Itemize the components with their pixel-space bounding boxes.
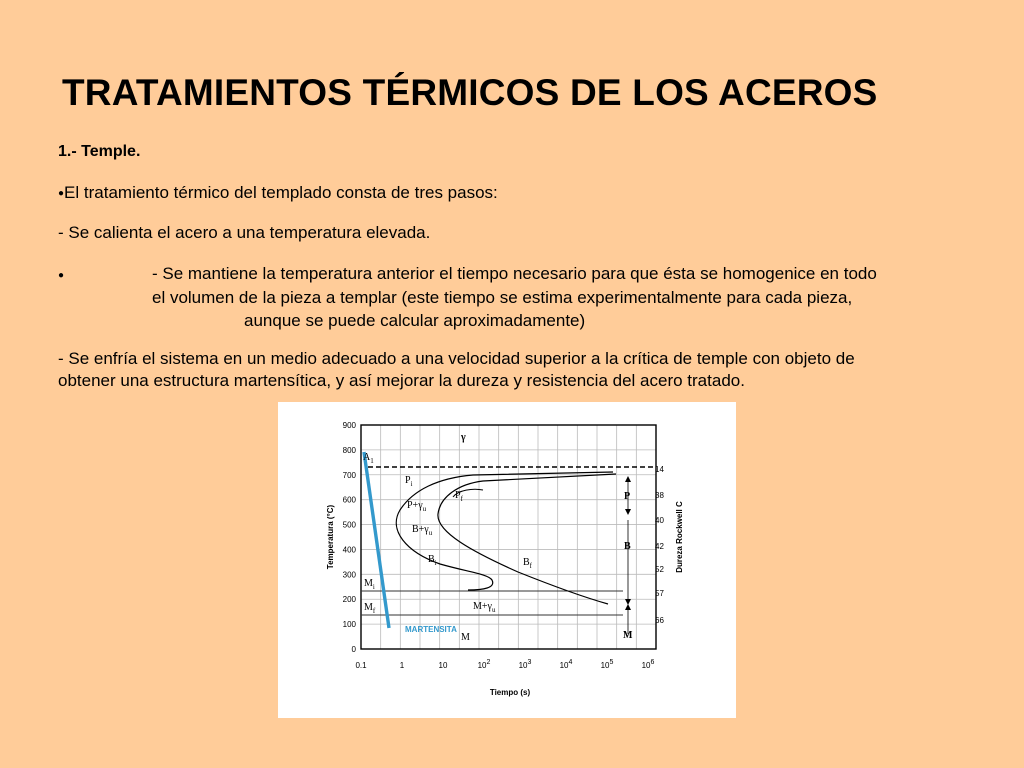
hardness-tick-label: 14 xyxy=(655,465,664,474)
y-tick-label: 500 xyxy=(342,520,356,530)
right-b-label: B xyxy=(624,541,631,552)
p-gamma-label: $P+\gamma_u$ xyxy=(407,500,427,513)
m-gamma-label: $M+\gamma_u$ xyxy=(473,601,496,614)
pi-label: $P_i$ xyxy=(405,475,413,488)
arrow-down-icon xyxy=(625,509,631,515)
y-tick-label: 700 xyxy=(342,470,356,480)
gamma-label: γ xyxy=(461,432,466,443)
slide-title: TRATAMIENTOS TÉRMICOS DE LOS ACEROS xyxy=(62,72,878,113)
x-tick-labels xyxy=(355,659,654,670)
a1-label: $A_1$ xyxy=(363,452,374,465)
y-tick-label: 0 xyxy=(351,645,356,654)
pf-label: $P_f$ xyxy=(455,490,463,503)
y-tick-label: 300 xyxy=(342,570,356,580)
hardness-tick-label: 66 xyxy=(655,616,664,625)
section-heading: 1.- Temple. xyxy=(58,143,141,160)
mi-label: $M_i$ xyxy=(364,578,375,591)
x-tick-label: 104 xyxy=(559,659,573,670)
hardness-tick-label: 57 xyxy=(655,589,664,598)
arrow-up-icon xyxy=(625,604,631,610)
mf-label: $M_f$ xyxy=(364,602,376,615)
y-tick-label: 800 xyxy=(342,445,356,455)
x-tick-label: 1 xyxy=(399,661,405,670)
martensita-label: MARTENSITA xyxy=(405,625,457,634)
m-region-label: M xyxy=(461,632,470,643)
y-tick-label: 900 xyxy=(342,421,356,430)
step-2-line-3: aunque se puede calcular aproximadamente) xyxy=(244,311,586,330)
hardness-tick-label: 52 xyxy=(655,565,664,574)
bullet-icon: ● xyxy=(58,188,65,199)
y-tick-label: 400 xyxy=(342,545,356,555)
y-tick-labels xyxy=(343,421,357,654)
x-tick-label: 105 xyxy=(600,659,614,670)
right-axis-label: Dureza Rockwell C xyxy=(675,501,684,573)
bi-label: $B_i$ xyxy=(428,554,437,567)
y-tick-label: 100 xyxy=(342,620,356,630)
step-3-line-1: - Se enfría el sistema en un medio adecuado a una velocidad superior a la crítica de temple con objeto de xyxy=(58,349,855,368)
step-2-bullet-line xyxy=(58,265,64,285)
hardness-tick-label: 40 xyxy=(655,516,664,525)
x-axis-label: Tiempo (s) xyxy=(489,688,531,697)
arrow-up-icon xyxy=(625,476,631,482)
hardness-tick-label: 38 xyxy=(655,491,664,500)
steps-intro-line xyxy=(58,183,498,203)
right-p-label: P xyxy=(624,491,631,502)
bf-label: $B_f$ xyxy=(523,557,533,570)
x-tick-label: 103 xyxy=(518,659,532,670)
x-tick-label: 0.1 xyxy=(355,661,367,670)
step-3-line-2: obtener una estructura martensítica, y así mejorar la dureza y resistencia del acero tratado. xyxy=(58,371,745,390)
b-gamma-label: $B+\gamma_u$ xyxy=(412,524,433,537)
hardness-tick-label: 42 xyxy=(655,542,664,551)
x-tick-label: 10 xyxy=(438,661,448,670)
step-2-line-2: el volumen de la pieza a templar (este tiempo se estima experimentalmente para cada pieza, xyxy=(152,288,853,307)
x-tick-label: 102 xyxy=(477,659,491,670)
step-1-text: - Se calienta el acero a una temperatura elevada. xyxy=(58,223,431,242)
y-axis-label: Temperatura (°C) xyxy=(326,504,335,570)
y-tick-label: 600 xyxy=(342,495,356,505)
bullet-icon: ● xyxy=(58,270,65,281)
ttt-diagram xyxy=(278,402,736,718)
steps-intro-text: El tratamiento térmico del templado consta de tres pasos: xyxy=(64,183,498,202)
y-tick-label: 200 xyxy=(342,595,356,605)
step-2-line-1: - Se mantiene la temperatura anterior el tiempo necesario para que ésta se homogenice en todo xyxy=(152,264,877,283)
transformation-finish-curve xyxy=(438,474,616,604)
x-tick-label: 106 xyxy=(641,659,655,670)
right-m-label: M xyxy=(623,630,633,641)
